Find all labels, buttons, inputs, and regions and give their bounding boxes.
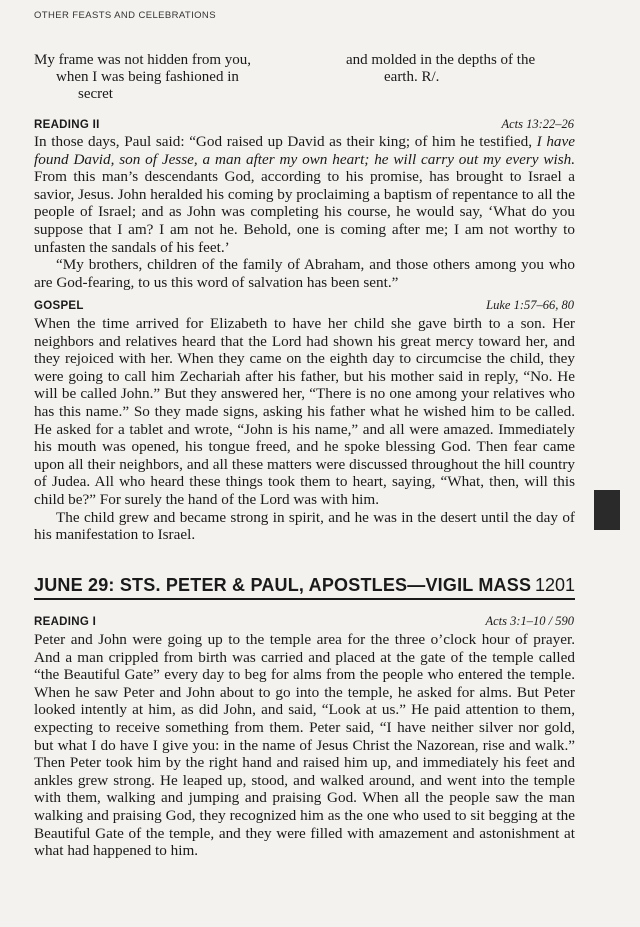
reading1-body — [34, 631, 575, 860]
citation: Acts 3:1–10 / 590 — [485, 614, 574, 628]
section-label: READING I — [34, 616, 97, 628]
paragraph — [34, 133, 575, 256]
lectionary-number: 1201 — [534, 575, 575, 595]
paragraph: “My brothers, children of the family of Abraham, and those others among you who are God-fearing, to us this word of salvation has been sent.” — [34, 256, 575, 291]
feast-title: JUNE 29: STS. PETER & PAUL, APOSTLES—VIGIL MASS — [34, 575, 532, 595]
citation: Acts 13:22–26 — [501, 117, 574, 131]
thumb-index-tab — [594, 490, 620, 530]
reading2-body — [34, 133, 575, 291]
psalm-line: when I was being fashioned in — [56, 69, 239, 85]
running-header: OTHER FEASTS AND CELEBRATIONS — [34, 10, 216, 21]
reading2-heading — [34, 117, 574, 132]
gospel-heading — [34, 298, 574, 313]
gospel-body — [34, 315, 575, 544]
psalm-line: My frame was not hidden from you, — [34, 52, 252, 68]
text-run: In those days, Paul said: “God raised up David as their king; of him he testified, — [34, 133, 537, 150]
italic-quote: I have found David, son of Jesse, a man after my own heart; he will carry out my every wish. — [34, 133, 575, 168]
paragraph: Peter and John were going up to the temple area for the three o’clock hour of prayer. And a man crippled from birth was carried and placed at the gate of the temple called “the Beautiful Gate” every day to beg for alms from the people who entered the temple. When he saw Peter and John about to go into the temple, he asked for alms. But Peter looked intently at him, as did John, and said, “Look at us.” He paid attention to them, expecting to receive something from them. Peter said, “I have neither silver nor gold, but what I do have I give you: in the name of Jesus Christ the Nazorean, rise and walk.” Then Peter took him by the right hand and raised him up, and immediately his feet and ankles grew strong. He leaped up, stood, and walked around, and went into the temple with them, walking and jumping and praising God. When all the people saw the man walking and praising God, they recognized him as the one who used to sit begging at the Beautiful Gate of the temple, and they were filled with amazement and astonishment at what had happened to him. — [34, 631, 575, 860]
psalm-verse-left — [34, 52, 304, 103]
psalm-line: and molded in the depths of the — [346, 52, 536, 68]
paragraph: When the time arrived for Elizabeth to have her child she gave birth to a son. Her neighbors and relatives heard that the Lord had shown his great mercy toward her, and they rejoiced with her. When they came on the eighth day to circumcise the child, they were going to call him Zechariah after his father, but his mother said in reply, “No. He will be called John.” But they answered her, “There is no one among your relatives who has this name.” So they made signs, asking his father what he wished him to be called. He asked for a tablet and wrote, “John is his name,” and all were amazed. Immediately his mouth was opened, his tongue freed, and he spoke blessing God. Then fear came upon all their neighbors, and all these matters were discussed throughout the hill country of Judea. All who heard these things took them to heart, saying, “What, then, will this child be?” For surely the hand of the Lord was with him. — [34, 315, 575, 508]
section-label: GOSPEL — [34, 300, 84, 312]
psalm-verse-right — [346, 52, 606, 86]
citation: Luke 1:57–66, 80 — [486, 298, 574, 312]
reading1-heading — [34, 614, 574, 629]
section-label: READING II — [34, 119, 100, 131]
text-run: From this man’s descendants God, according to his promise, has brought to Israel a savior, Jesus. John heralded his coming by proclaiming a baptism of repentance to all the people of Israel; and as John was completing his course, he would say, ‘What do you suppose that I am? I am not he. Behold, one is coming after me; I am not worthy to unfasten the sandals of his feet.’ — [34, 168, 575, 256]
paragraph: The child grew and became strong in spirit, and he was in the desert until the day of his manifestation to Israel. — [34, 508, 575, 544]
feast-title-bar — [34, 575, 575, 600]
psalm-line: earth. R/. — [384, 69, 440, 85]
psalm-line: secret — [78, 86, 113, 102]
